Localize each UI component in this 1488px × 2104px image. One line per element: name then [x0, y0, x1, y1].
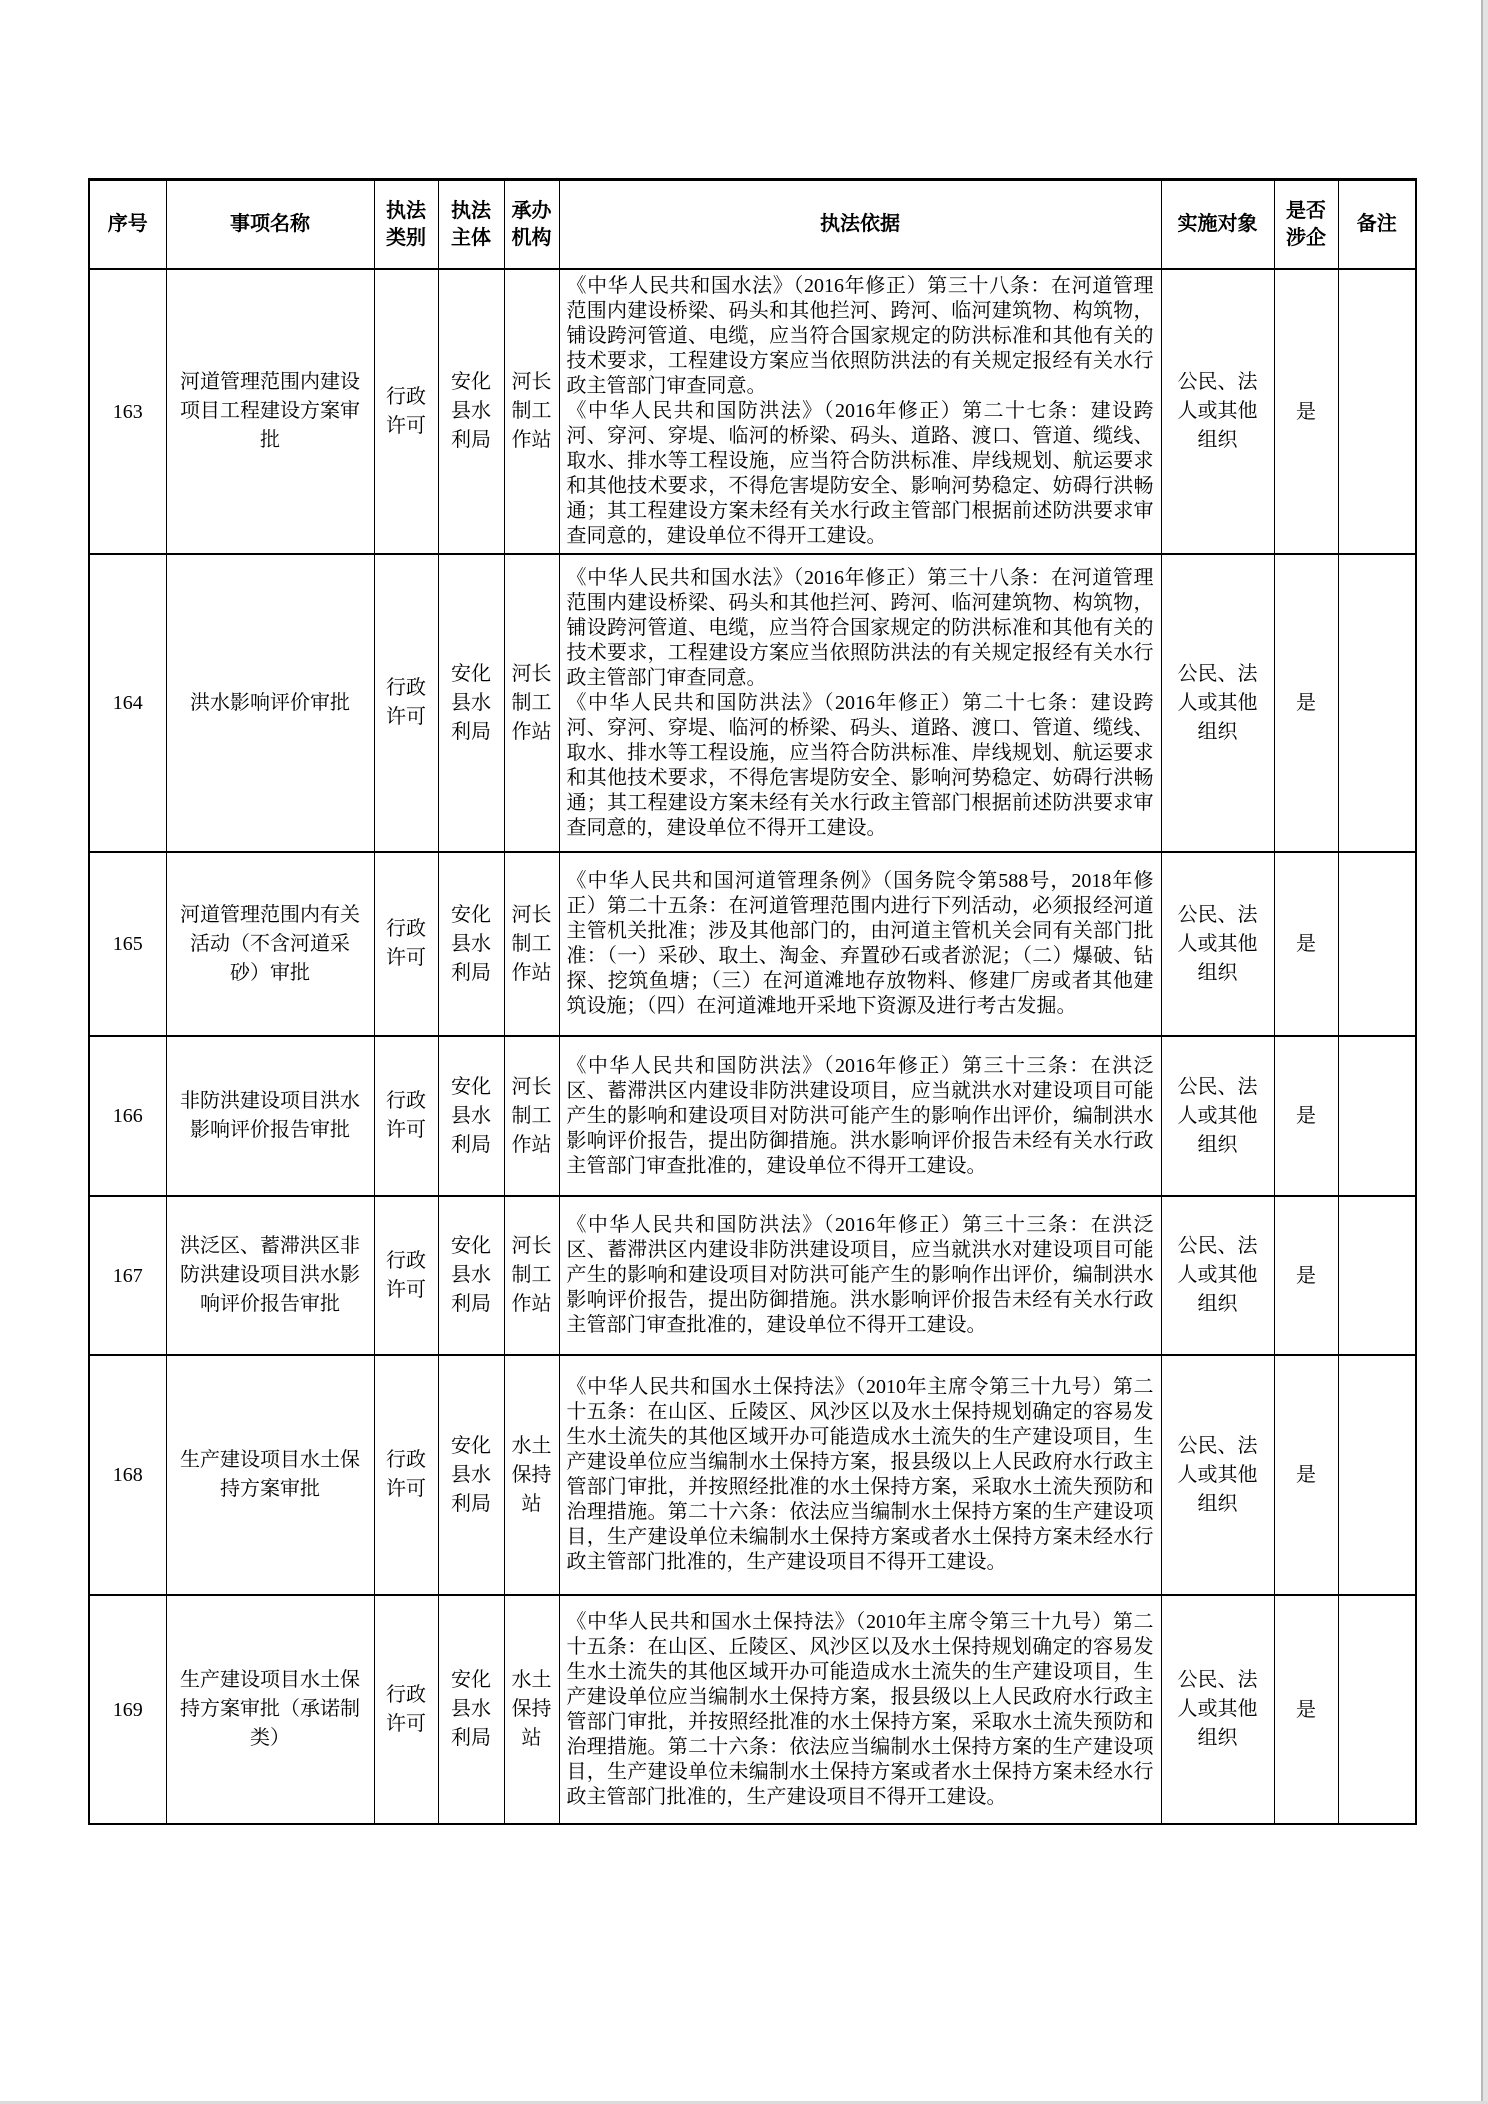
cell-category: 行政许可: [374, 554, 438, 852]
cell-remark: [1338, 1196, 1416, 1355]
cell-item-name: 洪泛区、蓄滞洪区非防洪建设项目洪水影响评价报告审批: [166, 1196, 374, 1355]
cell-subject: 安化县水利局: [438, 1355, 504, 1595]
header-no: 序号: [89, 180, 166, 270]
cell-subject: 安化县水利局: [438, 1036, 504, 1196]
cell-target: 公民、法人或其他组织: [1161, 1355, 1274, 1595]
cell-target: 公民、法人或其他组织: [1161, 1595, 1274, 1824]
cell-category: 行政许可: [374, 269, 438, 554]
cell-item-name: 生产建设项目水土保持方案审批（承诺制类）: [166, 1595, 374, 1824]
header-subject: 执法主体: [438, 180, 504, 270]
cell-agency: 河长制工作站: [504, 1036, 559, 1196]
header-agency: 承办机构: [504, 180, 559, 270]
cell-subject: 安化县水利局: [438, 852, 504, 1036]
cell-target: 公民、法人或其他组织: [1161, 269, 1274, 554]
cell-target: 公民、法人或其他组织: [1161, 852, 1274, 1036]
header-remark: 备注: [1338, 180, 1416, 270]
cell-subject: 安化县水利局: [438, 269, 504, 554]
cell-involves-enterprise: 是: [1274, 1595, 1338, 1824]
cell-remark: [1338, 1355, 1416, 1595]
cell-item-name: 河道管理范围内有关活动（不含河道采砂）审批: [166, 852, 374, 1036]
cell-legal-basis: [559, 1595, 1161, 1824]
cell-agency: 河长制工作站: [504, 1196, 559, 1355]
cell-category: 行政许可: [374, 852, 438, 1036]
table-row: [89, 1196, 1416, 1355]
cell-remark: [1338, 852, 1416, 1036]
cell-no: 165: [89, 852, 166, 1036]
legal-basis-paragraph: 《中华人民共和国水土保持法》（2010年主席令第三十九号）第二十五条：在山区、丘陵区、风沙区以及水土保持规划确定的容易发生水土流失的其他区域开办可能造成水土流失的生产建设项目，生产建设单位应当编制水土保持方案，报县级以上人民政府水行政主管部门审批，并按照经批准的水土保持方案，采取水土流失预防和治理措施。第二十六条：依法应当编制水土保持方案的生产建设项目，生产建设单位未编制水土保持方案或者水土保持方案未经水行政主管部门批准的，生产建设项目不得开工建设。: [566, 1376, 1154, 1573]
table-row: [89, 852, 1416, 1036]
header-target: 实施对象: [1161, 180, 1274, 270]
cell-legal-basis: [559, 1355, 1161, 1595]
cell-agency: 河长制工作站: [504, 554, 559, 852]
legal-basis-paragraph: 《中华人民共和国水土保持法》（2010年主席令第三十九号）第二十五条：在山区、丘陵区、风沙区以及水土保持规划确定的容易发生水土流失的其他区域开办可能造成水土流失的生产建设项目，生产建设单位应当编制水土保持方案，报县级以上人民政府水行政主管部门审批，并按照经批准的水土保持方案，采取水土流失预防和治理措施。第二十六条：依法应当编制水土保持方案的生产建设项目，生产建设单位未编制水土保持方案或者水土保持方案未经水行政主管部门批准的，生产建设项目不得开工建设。: [566, 1610, 1154, 1808]
legal-basis-paragraph: 《中华人民共和国防洪法》（2016年修正）第三十三条：在洪泛区、蓄滞洪区内建设非防洪建设项目，应当就洪水对建设项目可能产生的影响和建设项目对防洪可能产生的影响作出评价，编制洪水影响评价报告，提出防御措施。洪水影响评价报告未经有关水行政主管部门审查批准的，建设单位不得开工建设。: [566, 1054, 1154, 1177]
cell-no: 163: [89, 269, 166, 554]
cell-involves-enterprise: 是: [1274, 1196, 1338, 1355]
cell-remark: [1338, 1036, 1416, 1196]
legal-basis-paragraph: 《中华人民共和国防洪法》（2016年修正）第二十七条：建设跨河、穿河、穿堤、临河的桥梁、码头、道路、渡口、管道、缆线、取水、排水等工程设施，应当符合防洪标准、岸线规划、航运要求和其他技术要求，不得危害堤防安全、影响河势稳定、妨碍行洪畅通；其工程建设方案未经有关水行政主管部门根据前述防洪要求审查同意的，建设单位不得开工建设。: [566, 400, 1154, 547]
cell-remark: [1338, 554, 1416, 852]
cell-involves-enterprise: 是: [1274, 269, 1338, 554]
table-row: [89, 1355, 1416, 1595]
cell-legal-basis: [559, 852, 1161, 1036]
cell-item-name: 河道管理范围内建设项目工程建设方案审批: [166, 269, 374, 554]
header-category: 执法类别: [374, 180, 438, 270]
legal-basis-paragraph: 《中华人民共和国防洪法》（2016年修正）第二十七条：建设跨河、穿河、穿堤、临河的桥梁、码头、道路、渡口、管道、缆线、取水、排水等工程设施，应当符合防洪标准、岸线规划、航运要求和其他技术要求，不得危害堤防安全、影响河势稳定、妨碍行洪畅通；其工程建设方案未经有关水行政主管部门根据前述防洪要求审查同意的，建设单位不得开工建设。: [566, 691, 1154, 839]
page-edge-right: [1481, 0, 1488, 2104]
cell-subject: 安化县水利局: [438, 1196, 504, 1355]
table-row: [89, 1036, 1416, 1196]
cell-subject: 安化县水利局: [438, 554, 504, 852]
cell-legal-basis: [559, 1196, 1161, 1355]
table-header: [89, 180, 1416, 270]
cell-agency: 水土保持站: [504, 1355, 559, 1595]
table-row: [89, 269, 1416, 554]
cell-agency: 水土保持站: [504, 1595, 559, 1824]
cell-category: 行政许可: [374, 1036, 438, 1196]
header-item-name: 事项名称: [166, 180, 374, 270]
legal-basis-paragraph: 《中华人民共和国水法》（2016年修正）第三十八条：在河道管理范围内建设桥梁、码头和其他拦河、跨河、临河建筑物、构筑物，铺设跨河管道、电缆，应当符合国家规定的防洪标准和其他有关的技术要求，工程建设方案应当依照防洪法的有关规定报经有关水行政主管部门审查同意。: [566, 275, 1154, 397]
cell-category: 行政许可: [374, 1196, 438, 1355]
cell-category: 行政许可: [374, 1595, 438, 1824]
cell-legal-basis: [559, 269, 1161, 554]
cell-target: 公民、法人或其他组织: [1161, 554, 1274, 852]
cell-involves-enterprise: 是: [1274, 554, 1338, 852]
cell-target: 公民、法人或其他组织: [1161, 1036, 1274, 1196]
cell-agency: 河长制工作站: [504, 269, 559, 554]
table-row: [89, 554, 1416, 852]
cell-no: 166: [89, 1036, 166, 1196]
cell-subject: 安化县水利局: [438, 1595, 504, 1824]
cell-agency: 河长制工作站: [504, 852, 559, 1036]
cell-target: 公民、法人或其他组织: [1161, 1196, 1274, 1355]
cell-legal-basis: [559, 554, 1161, 852]
legal-basis-paragraph: 《中华人民共和国防洪法》（2016年修正）第三十三条：在洪泛区、蓄滞洪区内建设非防洪建设项目，应当就洪水对建设项目可能产生的影响和建设项目对防洪可能产生的影响作出评价，编制洪水影响评价报告，提出防御措施。洪水影响评价报告未经有关水行政主管部门审查批准的，建设单位不得开工建设。: [566, 1214, 1154, 1336]
table-row: [89, 1595, 1416, 1824]
cell-involves-enterprise: 是: [1274, 852, 1338, 1036]
cell-item-name: 非防洪建设项目洪水影响评价报告审批: [166, 1036, 374, 1196]
legal-basis-paragraph: 《中华人民共和国河道管理条例》（国务院令第588号，2018年修正）第二十五条：在河道管理范围内进行下列活动，必须报经河道主管机关批准；涉及其他部门的，由河道主管机关会同有关部门批准：（一）采砂、取土、淘金、弃置砂石或者淤泥；（二）爆破、钻探、挖筑鱼塘；（三）在河道滩地存放物料、修建厂房或者其他建筑设施；（四）在河道滩地开采地下资源及进行考古发掘。: [566, 870, 1154, 1017]
enforcement-items-table: [88, 178, 1417, 1825]
legal-basis-paragraph: 《中华人民共和国水法》（2016年修正）第三十八条：在河道管理范围内建设桥梁、码头和其他拦河、跨河、临河建筑物、构筑物，铺设跨河管道、电缆，应当符合国家规定的防洪标准和其他有关的技术要求，工程建设方案应当依照防洪法的有关规定报经有关水行政主管部门审查同意。: [566, 566, 1154, 689]
cell-legal-basis: [559, 1036, 1161, 1196]
header-involves-enterprise: 是否涉企: [1274, 180, 1338, 270]
cell-no: 167: [89, 1196, 166, 1355]
cell-item-name: 洪水影响评价审批: [166, 554, 374, 852]
cell-category: 行政许可: [374, 1355, 438, 1595]
cell-remark: [1338, 269, 1416, 554]
cell-remark: [1338, 1595, 1416, 1824]
cell-no: 169: [89, 1595, 166, 1824]
cell-no: 164: [89, 554, 166, 852]
cell-involves-enterprise: 是: [1274, 1355, 1338, 1595]
cell-item-name: 生产建设项目水土保持方案审批: [166, 1355, 374, 1595]
cell-no: 168: [89, 1355, 166, 1595]
header-legal-basis: 执法依据: [559, 180, 1161, 270]
cell-involves-enterprise: 是: [1274, 1036, 1338, 1196]
